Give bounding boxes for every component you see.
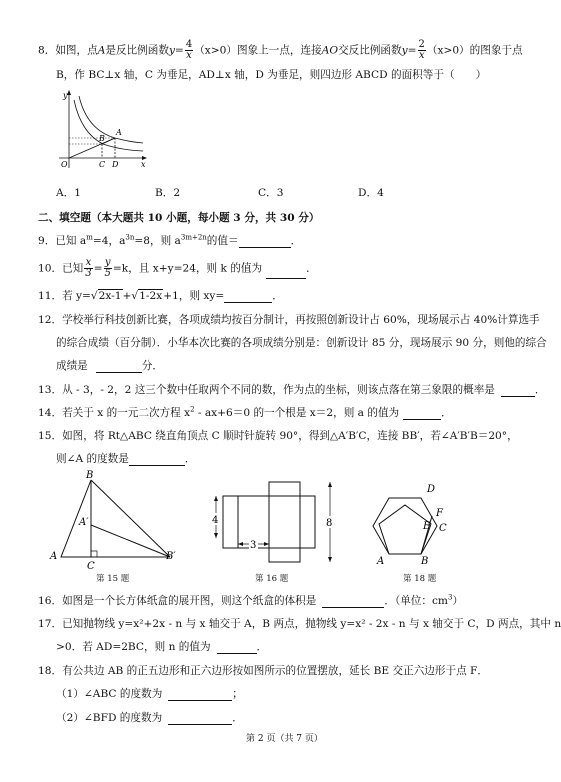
fig16-caption: 第 16 题 [255,574,289,584]
q17-line1: 17．已知抛物线 y=x²+2x - n 与 x 轴交于 A，B 两点，抛物线 y=x² - 2x - n 与 x 轴交于 C，D 两点，其中 n [38,618,561,630]
fig15-triangles [46,470,186,570]
q18-part2-blank [168,712,232,725]
q8-fraction-2-over-x: $\frac{2}{x}$ [418,39,425,61]
q18-line1: 18．有公共边 AB 的正五边形和正六边形按如图所示的位置摆放，延长 BE 交正六边形于点 F． [38,665,488,677]
sqrt-icon: √ [131,290,139,302]
fig15-caption: 第 15 题 [96,574,130,584]
q8-option-a: A．1 [56,187,81,199]
fig18-caption: 第 18 题 [403,574,437,584]
q9-answer-blank [239,235,291,248]
q18-part1: （1）∠ABC 的度数为 ； [56,688,243,700]
fig16-width-3: 3 [250,540,257,551]
q12-line2: 的综合成绩（百分制）．小华本次比赛的各项成绩分别是：创新设计 85 分，现场展示 90 分，则他的综合 [56,337,547,349]
q8-line2: B，作 BC⊥x 轴，C 为垂足，AD⊥x 轴，D 为垂足，则四边形 ABCD 的面积等于（ ） [56,69,487,81]
fig16-length-8: 8 [326,518,333,529]
q14: 14．若关于 x 的一元二次方程 $x^2 - ax+6=0$ 的一个根是 x＝2，则 a 的值为 ． [38,405,452,419]
q14-answer-blank [403,407,441,420]
fig18-label-e: E [423,521,431,532]
fig18-label-a: A [377,556,385,567]
q8-line1: 8．如图，点A是反比例函数y= $\frac{4}{x}$ （x>0）图象上一点，连接AO交反比例函数y= $\frac{2}{x}$ （x>0）的图象于点 [38,39,523,61]
q8-option-b: B．2 [155,187,181,199]
q12-answer-blank [96,360,142,373]
fig8-c-label: C [99,160,106,169]
fig8-b-label: B [99,134,105,143]
q8-figure [55,88,150,170]
fig18-label-d: D [427,484,436,495]
q13: 13．从 - 3，- 2，2 这三个数中任取两个不同的数，作为点的坐标，则该点落在第三象限的概率是 ． [38,384,546,396]
fig15-label-b-prime: B′ [166,551,176,562]
q15-answer-blank [129,453,185,466]
q10-fraction-y-over-5: $\frac{y}{5}$ [104,257,111,279]
section-heading: 二、填空题（本大题共 10 小题，每小题 3 分，共 30 分） [38,212,320,224]
q10-fraction-x-over-3: $\frac{x}{3}$ [85,257,92,279]
q16: 16．如图是一个长方体纸盒的展开图，则这个纸盒的体积是 ．（单位：$cm^3$） [38,593,464,607]
q17-line2: >0．若 AD=2BC，则 n 的值为 ． [56,641,268,653]
q15-line2: 则∠A 的度数是 ． [56,453,196,465]
q8-option-d: D．4 [358,187,384,199]
q10-answer-blank [266,266,306,279]
q8-fraction-4-over-x: $\frac{4}{x}$ [185,39,193,61]
q17-answer-blank [217,641,257,654]
q18-part2: （2）∠BFD 的度数为 ． [56,712,243,724]
q8-option-c: C．3 [258,187,284,199]
fig15-label-a: A [50,551,58,562]
q18-part1-blank [168,688,232,701]
fig18-label-c: C [439,523,447,534]
fig8-d-label: D [112,160,119,169]
q12-line3: 成绩是 分． [56,360,163,372]
fig8-x-label: x [141,160,146,169]
sqrt-icon: √ [90,290,98,302]
fig8-a-label: A [116,128,122,137]
fig16-box-net [206,482,341,562]
q12-line1: 12．学校举行科技创新比赛，各项成绩均按百分制计，再按照创新设计占 60%，现场展示占 40%计算选手 [38,314,540,326]
fig16-height-4: 4 [212,515,219,526]
q11: 11．若 y=√2x-1+√1-2x+1，则 xy= ． [38,290,283,302]
fig18-label-f: F [436,508,443,519]
q15-line1: 15．如图，将 Rt△ABC 绕直角顶点 C 顺时针旋转 90°，得到△A′B′C，连接 BB′，若∠A′B′B＝20°， [38,430,518,442]
fig15-label-a-prime: A′ [79,517,89,528]
q16-answer-blank [322,595,384,608]
page-footer: 第 2 页（共 7 页） [246,734,323,744]
fig8-o-label: O [61,160,68,169]
fig15-label-c: C [87,561,95,572]
fig8-y-label: y [63,91,68,100]
q13-answer-blank [501,384,535,397]
fig18-label-b: B [421,556,429,567]
q10: 10．已知 $\frac{x}{3}$ = $\frac{y}{5}$ =k，且 x+y=24，则 k 的值为 ． [38,257,317,279]
q11-answer-blank [224,290,272,303]
q9: 9．已知 $a^m=4$，$a^{3n}=8$，则 $a^{3m+2n}$的值＝ ． [38,233,302,247]
fig18-pentagon-hexagon [365,480,465,570]
fig15-label-b: B [86,470,94,481]
